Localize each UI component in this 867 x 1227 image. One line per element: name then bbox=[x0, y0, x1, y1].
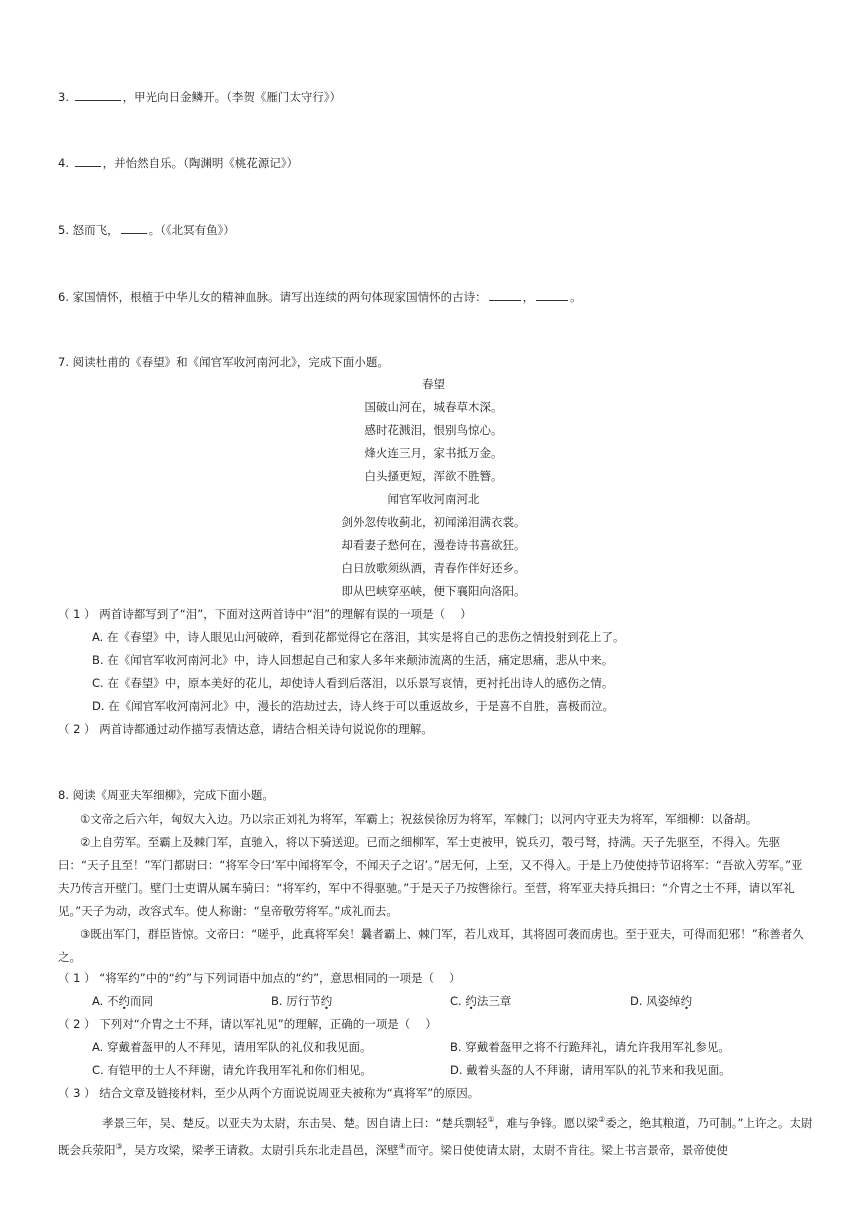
poem-title: 闻官军收河南河北 bbox=[387, 492, 480, 506]
answer-blank bbox=[121, 221, 147, 234]
question-3 bbox=[58, 88, 341, 106]
option-d: D. 风姿绰约 bbox=[630, 994, 693, 1008]
link-material: 孝景三年，吴、楚反。以亚夫为太尉，东击吴、楚。因自请上曰：“楚兵剽轻①，难与争锋。愿以梁②委之，绝其粮道，乃可制。”上许之。太尉既会兵荥阳③，吴方攻梁，梁孝王请救。太尉引兵东北走昌邑，深壁④而守。梁日使使请太尉，太尉不肯往。梁上书言景帝，景帝使使 bbox=[58, 1115, 813, 1157]
passage-paragraph-3: ③既出军门，群臣皆惊。文帝曰：“嗟乎，此真将军矣！曩者霸上、棘门军，若儿戏耳，其将固可袭而虏也。至于亚夫，可得而犯邪！”称善者久之。 bbox=[58, 927, 804, 964]
poem-title: 春望 bbox=[422, 377, 445, 391]
passage-paragraph-1: ①文帝之后六年，匈奴大入边。乃以宗正刘礼为将军，军霸上；祝兹侯徐厉为将军，军棘门；以河内守亚夫为将军，军细柳：以备胡。 bbox=[80, 812, 758, 826]
poem-line: 即从巴峡穿巫峡，便下襄阳向洛阳。 bbox=[341, 584, 526, 598]
poem-line: 感时花溅泪，恨别鸟惊心。 bbox=[364, 423, 503, 437]
question-text: ，甲光向日金鳞开。（李贺《雁门太守行》） bbox=[122, 90, 342, 104]
footnote-mark: ② bbox=[598, 1115, 606, 1124]
question-number: 3. bbox=[58, 90, 69, 104]
option-c: C. 有铠甲的士人不拜谢，请允许我用军礼和你们相见。 bbox=[92, 1063, 372, 1077]
footnote-mark: ④ bbox=[398, 1141, 406, 1151]
poem-line: 国破山河在，城春草木深。 bbox=[364, 400, 503, 414]
answer-blank bbox=[75, 154, 101, 167]
sub-question: （ 1 ） 两首诗都写到了“泪”，下面对这两首诗中“泪”的理解有误的一项是（ ） bbox=[58, 607, 472, 621]
option-c: C. 在《春望》中，原本美好的花儿，却使诗人看到后落泪，以乐景写哀情，更衬托出诗人的感伤之情。 bbox=[92, 676, 614, 690]
question-text-pre: 6. 家国情怀，根植于中华儿女的精神血脉。请写出连续的两句体现家国情怀的古诗： bbox=[58, 290, 487, 304]
question-5 bbox=[58, 221, 235, 239]
option-a: A. 不约而同 bbox=[92, 994, 153, 1008]
sub-question: （ 2 ） 下列对“介胄之士不拜，请以军礼见”的理解，正确的一项是（ ） bbox=[58, 1017, 437, 1031]
question-number: 4. bbox=[58, 156, 69, 170]
question-text-post: 。（《北冥有鱼》） bbox=[148, 223, 235, 237]
option-a: A. 穿戴着盔甲的人不拜见，请用军队的礼仪和我见面。 bbox=[92, 1040, 372, 1054]
option-c: C. 约法三章 bbox=[450, 994, 512, 1008]
poem-line: 剑外忽传收蓟北，初闻涕泪满衣裳。 bbox=[341, 515, 526, 529]
option-b: B. 穿戴着盔甲之将不行跪拜礼，请允许我用军礼参见。 bbox=[450, 1040, 730, 1054]
question-text: ，并怡然自乐。（陶渊明《桃花源记》） bbox=[102, 156, 299, 170]
option-b: B. 厉行节约 bbox=[271, 994, 333, 1008]
option-d: D. 在《闻官军收河南河北》中，漫长的浩劫过去，诗人终于可以重返故乡，于是喜不自胜，喜极而泣。 bbox=[92, 699, 615, 713]
question-8-intro: 8. 阅读《周亚夫军细柳》，完成下面小题。 bbox=[58, 788, 274, 802]
footnote-mark: ① bbox=[487, 1115, 495, 1124]
sub-question: （ 1 ） “将军约”中的“约”与下列词语中加点的“约”，意思相同的一项是（ ） bbox=[58, 971, 461, 985]
poem-line: 白头搔更短，浑欲不胜簪。 bbox=[364, 469, 503, 483]
answer-blank bbox=[536, 288, 568, 301]
answer-blank bbox=[75, 88, 121, 101]
dotted-char: 约 bbox=[118, 994, 130, 1008]
question-6 bbox=[58, 288, 582, 306]
sub-question: （ 2 ） 两首诗都通过动作描写表情达意，请结合相关诗句说说你的理解。 bbox=[58, 722, 433, 736]
question-text-mid: ， bbox=[522, 290, 535, 304]
poem-line: 却看妻子愁何在，漫卷诗书喜欲狂。 bbox=[341, 538, 526, 552]
option-b: B. 在《闻官军收河南河北》中，诗人回想起自己和家人多年来颠沛流离的生活，痛定思痛，悲从中来。 bbox=[92, 653, 614, 667]
poem-line: 烽火连三月，家书抵万金。 bbox=[364, 446, 503, 460]
dotted-char: 约 bbox=[465, 994, 477, 1008]
passage-paragraph-2: ②上自劳军。至霸上及棘门军，直驰入，将以下骑送迎。已而之细柳军，军士吏被甲，锐兵刃，彀弓弩，持满。天子先驱至，不得入。先驱曰：“天子且至！”军门都尉曰：“将军令曰‘军中闻将军令，不闻天子之诏’。”居无何，上至，又不得入。于是上乃使使持节诏将军：“吾欲入劳军。”亚夫乃传言开壁门。壁门士吏谓从属车骑曰：“将军约，军中不得驱驰。”于是天子乃按辔徐行。至营，将军亚夫持兵揖曰：“介胄之士不拜，请以军礼见。”天子为动，改容式车。使人称谢：“皇帝敬劳将军。”成礼而去。 bbox=[58, 835, 803, 918]
dotted-char: 约 bbox=[680, 994, 693, 1008]
footnote-mark: ③ bbox=[115, 1141, 123, 1151]
dotted-char: 约 bbox=[320, 994, 333, 1008]
option-a: A. 在《春望》中，诗人眼见山河破碎，看到花都觉得它在落泪，其实是将自己的悲伤之情投射到花上了。 bbox=[92, 630, 625, 644]
question-text-post: 。 bbox=[570, 290, 582, 304]
question-text-pre: 5. 怒而飞， bbox=[58, 223, 119, 237]
answer-blank bbox=[489, 288, 521, 301]
poem-line: 白日放歌须纵酒，青春作伴好还乡。 bbox=[341, 561, 526, 575]
question-7-intro: 7. 阅读杜甫的《春望》和《闻官军收河南河北》，完成下面小题。 bbox=[58, 355, 389, 369]
option-d: D. 戴着头盔的人不拜谢，请用军队的礼节来和我见面。 bbox=[450, 1063, 731, 1077]
sub-question: （ 3 ） 结合文章及链接材料，至少从两个方面说说周亚夫被称为“真将军”的原因。 bbox=[58, 1086, 480, 1100]
question-4 bbox=[58, 154, 298, 172]
